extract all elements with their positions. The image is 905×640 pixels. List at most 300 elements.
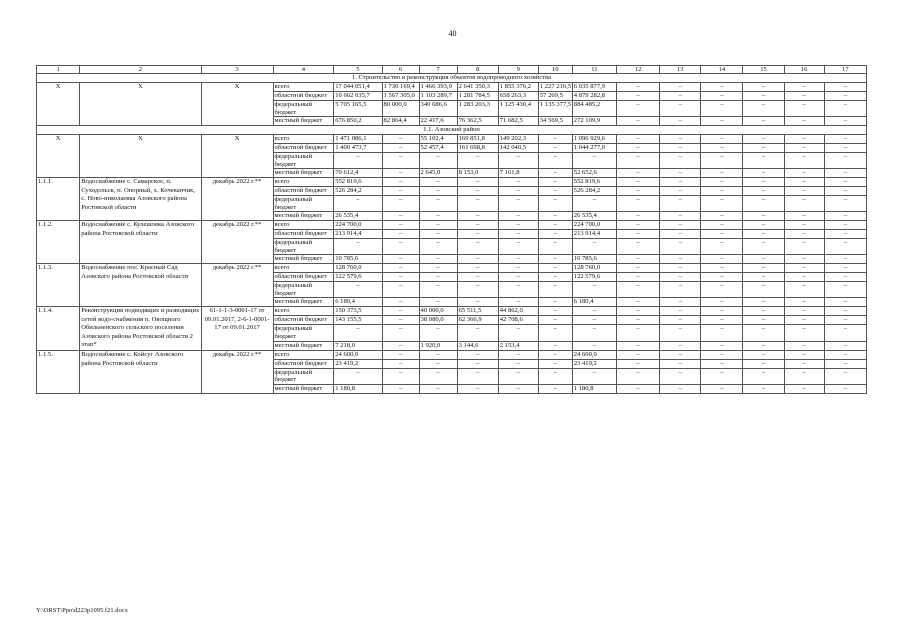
amount-cell: – [572, 307, 616, 316]
object-name-cell: Водоснабжение с. Койсуг Азовского района Ростовской области [80, 350, 201, 393]
amount-cell: – [660, 144, 701, 153]
column-header: 3 [201, 66, 273, 74]
amount-cell: 1 471 086,1 [334, 135, 382, 144]
amount-cell: – [743, 264, 784, 273]
amount-cell: – [616, 264, 659, 273]
amount-cell: – [784, 230, 824, 239]
amount-cell: – [701, 221, 743, 230]
amount-cell: – [784, 255, 824, 264]
amount-cell: – [660, 264, 701, 273]
amount-cell: 1 281 784,5 [457, 92, 498, 101]
amount-cell: 24 600,0 [572, 350, 616, 359]
amount-cell: 658 263,3 [498, 92, 538, 101]
amount-cell: – [660, 316, 701, 325]
amount-cell: – [824, 325, 866, 341]
amount-cell: – [701, 282, 743, 298]
amount-cell: 55 102,4 [419, 135, 457, 144]
amount-cell: – [743, 341, 784, 350]
amount-cell: – [743, 221, 784, 230]
object-name-cell: Реконструкция подводящих и разводящих сетей водо-снабжения п. Овощного Обильненского сельского поселения Азовского района Ростовской области 2 этап* [80, 307, 201, 351]
amount-cell: – [743, 239, 784, 255]
budget-type-cell: федеральный бюджет [273, 153, 334, 169]
amount-cell: – [572, 325, 616, 341]
amount-cell: – [784, 282, 824, 298]
amount-cell: – [334, 153, 382, 169]
budget-type-cell: федеральный бюджет [273, 282, 334, 298]
amount-cell: 8 153,0 [457, 169, 498, 178]
amount-cell: – [743, 187, 784, 196]
budget-type-cell: федеральный бюджет [273, 101, 334, 117]
amount-cell: – [498, 187, 538, 196]
amount-cell: 1 227 216,5 [539, 83, 572, 90]
amount-cell: – [498, 212, 538, 221]
amount-cell: – [538, 307, 572, 316]
budget-type-cell: всего [273, 350, 334, 359]
amount-cell: – [660, 341, 701, 350]
amount-cell: 526 284,2 [334, 187, 382, 196]
amount-cell: – [701, 196, 743, 212]
amount-cell: – [660, 282, 701, 298]
amount-cell: – [824, 187, 866, 196]
amount-cell: – [660, 307, 701, 316]
amount-cell: 161 698,8 [457, 144, 498, 153]
amount-cell: – [701, 135, 743, 144]
table-body [37, 66, 867, 394]
term-cell: декабрь 2022 г.** [201, 350, 273, 393]
budget-table [36, 65, 867, 394]
amount-cell: – [498, 255, 538, 264]
amount-cell: 34 569,5 [538, 117, 572, 126]
amount-cell: 6 180,4 [334, 298, 382, 307]
amount-cell: – [334, 368, 382, 384]
amount-cell: – [572, 341, 616, 350]
amount-cell: – [616, 307, 659, 316]
amount-cell: – [382, 368, 419, 384]
amount-cell: 4 879 282,8 [572, 92, 616, 101]
amount-cell: – [743, 92, 784, 101]
amount-cell: – [701, 368, 743, 384]
amount-cell: 1 400 473,7 [334, 144, 382, 153]
row-number-cell: 1.1.3. [37, 264, 80, 307]
amount-cell: – [660, 92, 701, 101]
amount-cell: – [538, 368, 572, 384]
amount-cell: – [701, 239, 743, 255]
amount-cell: – [572, 196, 616, 212]
term-cell: 61-1-1-3-0001-17 от 09.01.2017, 2-6-1-0001-17 от 09.01.2017 [201, 307, 273, 351]
budget-type-cell: местный бюджет [273, 341, 334, 350]
table-row [37, 264, 867, 273]
amount-cell: – [660, 153, 701, 169]
amount-cell: – [538, 169, 572, 178]
amount-cell: 10 785,6 [572, 255, 616, 264]
amount-cell: – [743, 135, 784, 144]
budget-type-cell: местный бюджет [273, 298, 334, 307]
amount-cell: – [382, 341, 419, 350]
amount-cell: – [382, 273, 419, 282]
amount-cell: – [743, 230, 784, 239]
amount-cell: – [616, 135, 659, 144]
amount-cell: – [824, 282, 866, 298]
amount-cell: – [498, 221, 538, 230]
amount-cell: – [660, 239, 701, 255]
amount-cell: – [784, 101, 824, 117]
amount-cell: – [701, 153, 743, 169]
amount-cell: – [419, 178, 457, 187]
amount-cell: – [382, 325, 419, 341]
amount-cell: 1 920,0 [419, 341, 457, 350]
amount-cell: – [498, 230, 538, 239]
amount-cell: – [784, 298, 824, 307]
amount-cell: – [457, 273, 498, 282]
amount-cell: – [334, 239, 382, 255]
amount-cell: – [660, 187, 701, 196]
amount-cell: – [824, 384, 866, 393]
amount-cell: – [419, 212, 457, 221]
amount-cell: – [660, 325, 701, 341]
amount-cell: – [538, 144, 572, 153]
amount-cell: – [701, 384, 743, 393]
amount-cell: – [457, 187, 498, 196]
amount-cell: – [743, 368, 784, 384]
amount-cell: – [498, 359, 538, 368]
amount-cell: – [784, 187, 824, 196]
amount-cell: – [538, 187, 572, 196]
amount-cell: – [824, 350, 866, 359]
amount-cell: – [824, 273, 866, 282]
amount-cell: – [701, 273, 743, 282]
amount-cell: – [616, 350, 659, 359]
amount-cell: – [572, 316, 616, 325]
budget-type-cell: местный бюджет [273, 255, 334, 264]
amount-cell: – [498, 298, 538, 307]
amount-cell: – [784, 307, 824, 316]
amount-cell: – [660, 178, 701, 187]
amount-cell: – [660, 212, 701, 221]
amount-cell: – [743, 350, 784, 359]
amount-cell: – [784, 273, 824, 282]
amount-cell: 57 269,5 [538, 92, 572, 101]
amount-cell: – [457, 178, 498, 187]
amount-cell: – [743, 178, 784, 187]
amount-cell: 5 705 165,5 [334, 101, 382, 117]
amount-cell: – [538, 153, 572, 169]
budget-type-cell: федеральный бюджет [273, 368, 334, 384]
amount-cell: – [382, 144, 419, 153]
amount-cell: – [701, 144, 743, 153]
amount-cell: – [824, 359, 866, 368]
amount-cell: – [660, 359, 701, 368]
amount-cell: – [419, 255, 457, 264]
amount-cell: 122 579,6 [334, 273, 382, 282]
budget-type-cell: местный бюджет [273, 384, 334, 393]
amount-cell: – [616, 341, 659, 350]
amount-cell: 272 109,9 [572, 117, 616, 126]
amount-cell: 7 161,8 [498, 169, 538, 178]
amount-cell: – [616, 187, 659, 196]
amount-cell: – [824, 298, 866, 307]
amount-cell: – [824, 316, 866, 325]
amount-cell: – [701, 117, 743, 126]
amount-cell: 1 135 377,5 [538, 101, 572, 117]
amount-cell: – [498, 196, 538, 212]
column-header: 15 [743, 66, 784, 74]
amount-cell: 22 417,6 [419, 117, 457, 126]
object-name-cell: Водоснабжение с. Кулешовка Азовского района Ростовской области [80, 221, 201, 264]
amount-cell: – [419, 359, 457, 368]
amount-cell: – [419, 350, 457, 359]
row-number-cell: Х [37, 83, 80, 126]
amount-cell: – [784, 144, 824, 153]
row-number-cell: 1.1.4. [37, 307, 80, 351]
amount-cell: – [382, 282, 419, 298]
amount-cell: – [616, 255, 659, 264]
amount-cell: – [784, 264, 824, 273]
amount-cell: – [784, 368, 824, 384]
amount-cell: 52 652,6 [572, 169, 616, 178]
amount-cell: – [616, 169, 659, 178]
amount-cell: 224 700,0 [334, 221, 382, 230]
amount-cell: 676 850,2 [334, 117, 382, 126]
amount-cell: 6 180,4 [572, 298, 616, 307]
column-header: 17 [824, 66, 866, 74]
amount-cell: 1 730 169,4 [382, 83, 419, 92]
amount-cell: – [743, 83, 784, 92]
amount-cell: – [419, 196, 457, 212]
amount-cell: 1 567 305,0 [382, 92, 419, 101]
amount-cell: 40 000,0 [419, 307, 457, 316]
amount-cell: – [784, 221, 824, 230]
amount-cell: 6 035 877,9 [572, 83, 616, 92]
amount-cell: – [784, 212, 824, 221]
budget-type-cell: областной бюджет [273, 273, 334, 282]
amount-cell: – [616, 144, 659, 153]
amount-cell: 142 040,5 [498, 144, 538, 153]
page-number: 40 [448, 29, 457, 38]
amount-cell: – [457, 255, 498, 264]
amount-cell: – [382, 230, 419, 239]
amount-cell: – [382, 350, 419, 359]
amount-cell: 1 096 929,6 [572, 135, 616, 144]
amount-cell: – [538, 325, 572, 341]
amount-cell: – [457, 221, 498, 230]
object-name-cell: Водоснабжение с. Самарское, п. Суходольск, п. Опорный, х. Кочеванчик, с. Ново-николаевка Азовского района Ростовской области [80, 178, 201, 221]
amount-cell: – [784, 92, 824, 101]
table-row [37, 83, 867, 92]
amount-cell: – [616, 153, 659, 169]
amount-cell: – [660, 368, 701, 384]
amount-cell: 143 155,5 [334, 316, 382, 325]
amount-cell: – [538, 230, 572, 239]
amount-cell: – [743, 117, 784, 126]
amount-cell: – [660, 196, 701, 212]
budget-type-cell: федеральный бюджет [273, 325, 334, 341]
amount-cell: – [419, 282, 457, 298]
amount-cell: – [382, 196, 419, 212]
amount-cell: – [457, 359, 498, 368]
amount-cell: – [701, 341, 743, 350]
amount-cell: – [784, 350, 824, 359]
amount-cell: – [538, 341, 572, 350]
amount-cell: – [538, 178, 572, 187]
amount-cell: – [382, 316, 419, 325]
amount-cell: – [784, 316, 824, 325]
amount-cell: – [824, 341, 866, 350]
amount-cell: – [457, 153, 498, 169]
header-row [37, 66, 867, 74]
amount-cell: – [701, 101, 743, 117]
amount-cell: – [660, 350, 701, 359]
budget-type-cell: областной бюджет [273, 187, 334, 196]
amount-cell: – [616, 273, 659, 282]
budget-type-cell: местный бюджет [273, 212, 334, 221]
amount-cell: – [616, 117, 659, 126]
amount-cell: – [419, 384, 457, 393]
amount-cell: – [616, 325, 659, 341]
amount-cell: – [701, 264, 743, 273]
amount-cell: – [784, 135, 824, 144]
amount-cell: 65 511,5 [457, 307, 498, 316]
amount-cell: 26 535,4 [572, 212, 616, 221]
object-name-cell: Х [80, 135, 201, 178]
amount-cell: – [743, 316, 784, 325]
amount-cell: – [419, 187, 457, 196]
amount-cell: – [660, 169, 701, 178]
amount-cell: – [784, 325, 824, 341]
row-number-cell: 1.1.1. [37, 178, 80, 221]
amount-cell: – [538, 212, 572, 221]
amount-cell: – [457, 230, 498, 239]
amount-cell: – [660, 83, 701, 92]
amount-cell: – [824, 117, 866, 126]
amount-cell: – [616, 101, 659, 117]
amount-cell: – [784, 196, 824, 212]
amount-cell: 884 485,2 [572, 101, 616, 117]
amount-cell: – [743, 101, 784, 117]
term-cell: Х [201, 83, 273, 126]
amount-cell: – [419, 264, 457, 273]
amount-cell: – [498, 350, 538, 359]
amount-cell: – [419, 239, 457, 255]
budget-type-cell: всего [273, 264, 334, 273]
amount-cell: 38 080,0 [419, 316, 457, 325]
amount-cell: 1 180,8 [334, 384, 382, 393]
amount-cell: – [616, 221, 659, 230]
amount-cell: – [382, 298, 419, 307]
amount-cell: – [660, 298, 701, 307]
amount-cell: – [660, 135, 701, 144]
amount-cell: – [382, 169, 419, 178]
amount-cell: – [824, 255, 866, 264]
amount-cell: – [824, 221, 866, 230]
amount-cell: – [382, 264, 419, 273]
amount-cell: 70 612,4 [334, 169, 382, 178]
section-title: 1.1. Азовский район [37, 126, 867, 135]
amount-cell: – [382, 212, 419, 221]
column-header: 13 [660, 66, 701, 74]
amount-cell: – [701, 325, 743, 341]
amount-cell: – [701, 83, 743, 92]
amount-cell: – [419, 153, 457, 169]
amount-cell: – [572, 239, 616, 255]
amount-cell: – [824, 196, 866, 212]
amount-cell: – [616, 282, 659, 298]
amount-cell: – [498, 264, 538, 273]
amount-cell: – [784, 169, 824, 178]
budget-type-cell: федеральный бюджет [273, 196, 334, 212]
amount-cell: – [616, 230, 659, 239]
amount-cell: – [538, 384, 572, 393]
amount-cell: – [701, 350, 743, 359]
row-number-cell: 1.1.5. [37, 350, 80, 393]
amount-cell: – [743, 169, 784, 178]
amount-cell: 62 366,9 [457, 316, 498, 325]
amount-cell: – [824, 264, 866, 273]
amount-cell: – [334, 196, 382, 212]
amount-cell: – [660, 101, 701, 117]
amount-cell: – [824, 144, 866, 153]
amount-cell: – [743, 298, 784, 307]
amount-cell: – [382, 135, 419, 144]
amount-cell: – [419, 298, 457, 307]
amount-cell: – [538, 135, 572, 144]
amount-cell: – [382, 359, 419, 368]
amount-cell: 552 819,6 [334, 178, 382, 187]
amount-cell: – [784, 239, 824, 255]
amount-cell: 1 125 430,4 [498, 101, 538, 117]
column-header: 16 [784, 66, 824, 74]
budget-type-cell: областной бюджет [273, 316, 334, 325]
amount-cell: – [538, 221, 572, 230]
amount-cell: – [784, 178, 824, 187]
amount-cell: – [824, 178, 866, 187]
amount-cell: – [382, 221, 419, 230]
amount-cell: – [538, 273, 572, 282]
amount-cell: 23 419,2 [334, 359, 382, 368]
amount-cell: – [824, 239, 866, 255]
amount-cell: – [457, 282, 498, 298]
budget-type-cell: всего [273, 307, 334, 316]
amount-cell: 224 700,0 [572, 221, 616, 230]
column-header: 5 [334, 66, 382, 74]
amount-cell: 552 819,6 [572, 178, 616, 187]
column-header: 9 [498, 66, 538, 74]
amount-cell: – [824, 230, 866, 239]
amount-cell: 10 785,6 [334, 255, 382, 264]
section-title-row [37, 74, 867, 83]
amount-cell: 128 760,0 [572, 264, 616, 273]
amount-cell: – [701, 178, 743, 187]
amount-cell: – [701, 255, 743, 264]
amount-cell: – [457, 298, 498, 307]
amount-cell: – [784, 83, 824, 92]
column-header: 1 [37, 66, 80, 74]
amount-cell: – [457, 368, 498, 384]
amount-cell: – [616, 359, 659, 368]
amount-cell: 24 600,0 [334, 350, 382, 359]
amount-cell: – [660, 230, 701, 239]
amount-cell: – [538, 282, 572, 298]
amount-cell: – [382, 187, 419, 196]
amount-cell: 2 153,4 [498, 341, 538, 350]
amount-cell: 71 682,5 [498, 117, 538, 126]
amount-cell: 340 686,6 [419, 101, 457, 117]
amount-cell: – [616, 178, 659, 187]
amount-cell: – [701, 359, 743, 368]
amount-cell: – [660, 255, 701, 264]
budget-type-cell: федеральный бюджет [273, 239, 334, 255]
amount-cell: – [616, 368, 659, 384]
table-row [37, 178, 867, 187]
